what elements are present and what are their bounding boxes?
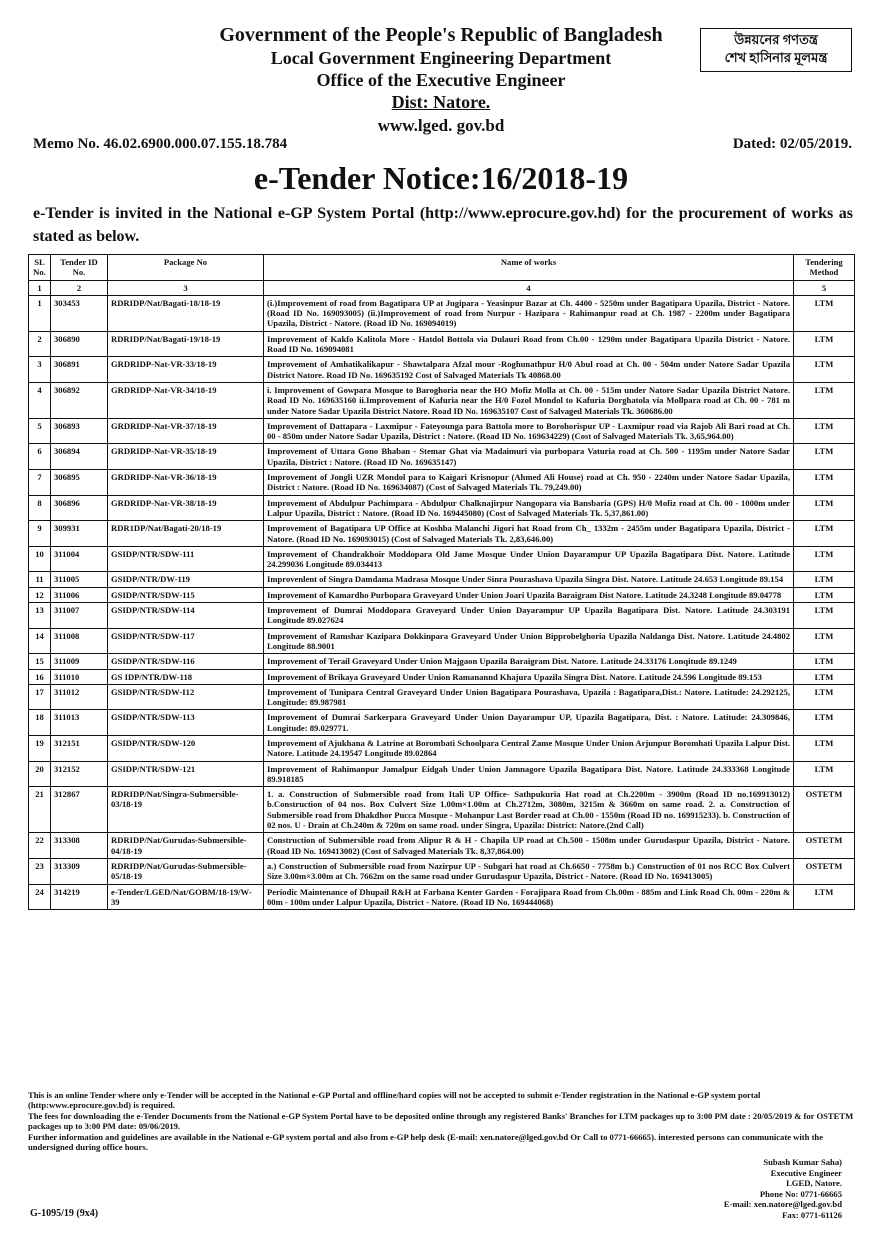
cell-sl: 15 bbox=[29, 654, 51, 669]
cell-sl: 7 bbox=[29, 470, 51, 496]
cell-tender-id: 306892 bbox=[51, 382, 108, 418]
table-row bbox=[29, 669, 855, 684]
cell-method: LTM bbox=[794, 357, 855, 383]
cell-sl: 14 bbox=[29, 628, 51, 654]
govt-title: Government of the People's Republic of Bangladesh bbox=[219, 24, 663, 46]
cell-package: RDRIDP/Nat/Bagati-19/18-19 bbox=[108, 331, 264, 357]
cell-method: LTM bbox=[794, 295, 855, 331]
signatory-office: LGED, Natore. bbox=[786, 1178, 842, 1189]
table-row bbox=[29, 546, 855, 572]
cell-method: LTM bbox=[794, 587, 855, 602]
slogan-box bbox=[700, 28, 852, 72]
note-fees: The fees for downloading the e-Tender Documents from the National e-GP System Portal have to be deposited online through any registered Banks' Branches for LTM packages up to 3:00 PM date : 20/05/2019 & for OSTETM packages up to 3:00 PM date: 09/06/2019. bbox=[28, 1110, 854, 1132]
cell-works: Improvement of Jongli UZR Mondol para to Kaigari Krisnopur (Ahmed Ali House) road at Ch. 950 - 2240m under Natore Sadar Upazila, District : Natore. (Road ID No. 169634087) (Cost of Salvaged Materials Tk. 79,249.00) bbox=[264, 470, 794, 496]
col-number: 3 bbox=[108, 280, 264, 295]
header-sl: SL No. bbox=[29, 255, 51, 281]
cell-sl: 3 bbox=[29, 357, 51, 383]
cell-method: LTM bbox=[794, 710, 855, 736]
table-row bbox=[29, 470, 855, 496]
cell-tender-id: 312152 bbox=[51, 761, 108, 787]
header-tender-id: Tender ID No. bbox=[51, 255, 108, 281]
col-number: 5 bbox=[794, 280, 855, 295]
header-method: Tendering Method bbox=[794, 255, 855, 281]
cell-method: LTM bbox=[794, 603, 855, 629]
cell-sl: 19 bbox=[29, 735, 51, 761]
cell-sl: 6 bbox=[29, 444, 51, 470]
table-row bbox=[29, 357, 855, 383]
table-row bbox=[29, 587, 855, 602]
cell-package: GRDRIDP-Nat-VR-38/18-19 bbox=[108, 495, 264, 521]
col-number: 1 bbox=[29, 280, 51, 295]
cell-works: Improvement of Amhatikalikapur - Shawtalpara Afzal mour -Roghunathpur H/0 Abul road at Ch. 00 - 504m under Natore Sadar Upazila District Natore. Road ID No. 169635192 Cost of Salvaged Materials Tk 40868.00 bbox=[264, 357, 794, 383]
cell-package: GSIDP/NTR/SDW-113 bbox=[108, 710, 264, 736]
signatory-name: Subash Kumar Saha) bbox=[763, 1157, 842, 1167]
slogan-line-2: শেখ হাসিনার মূলমন্ত্র bbox=[724, 50, 828, 65]
cell-tender-id: 311008 bbox=[51, 628, 108, 654]
cell-tender-id: 314219 bbox=[51, 884, 108, 910]
memo-number: Memo No. 46.02.6900.000.07.155.18.784 bbox=[33, 136, 288, 152]
cell-sl: 10 bbox=[29, 546, 51, 572]
cell-works: a.) Construction of Submersible road from Nazirpur UP - Subgari hat road at Ch.6650 - 7758m b.) Construction of 01 nos RCC Box Culvert Size 3.00m×3.00m at Ch. 7662m on the same road under Gurudaspur Upazila, District - Natore. (Road ID No. 169413005) bbox=[264, 858, 794, 884]
cell-works: Improvenlent of Singra Damdama Madrasa Mosque Under Sinra Pourashava Upazila Singra Dist. Natore. Latitude 24.653 Longitude 89.154 bbox=[264, 572, 794, 587]
cell-method: LTM bbox=[794, 470, 855, 496]
cell-works: Improvement of Uttara Gono Bhaban - Stemar Ghat via Madaimuri via purbopara Vaturia road at Ch. 500 - 1195m under Natore Sadar Upazila, District : Natore. (Road ID No. 169635147) bbox=[264, 444, 794, 470]
cell-works: Improvement of Ajukhana & Latrine at Borombati Schoolpara Central Zame Mosque Under Union Arjunpur Boromhati Upazila Lalpur Dist. Natore. Latitude 24.19547 Longitude 89.02864 bbox=[264, 735, 794, 761]
footer-notes bbox=[28, 1090, 854, 1152]
cell-package: RDRIDP/Nat/Singra-Submersible-03/18-19 bbox=[108, 787, 264, 833]
cell-package: GRDRIDP-Nat-VR-33/18-19 bbox=[108, 357, 264, 383]
cell-sl: 9 bbox=[29, 521, 51, 547]
cell-method: LTM bbox=[794, 684, 855, 710]
table-row bbox=[29, 858, 855, 884]
table-row bbox=[29, 331, 855, 357]
cell-sl: 23 bbox=[29, 858, 51, 884]
cell-works: Improvement of Rahimanpur Jamalpur Eidgah Under Union Jamnagore Upazila Bagatipara Dist. Natore. Latitude 24.333368 Longitude 89.918185 bbox=[264, 761, 794, 787]
cell-sl: 21 bbox=[29, 787, 51, 833]
cell-sl: 11 bbox=[29, 572, 51, 587]
col-number: 2 bbox=[51, 280, 108, 295]
table-row bbox=[29, 382, 855, 418]
table-row bbox=[29, 833, 855, 859]
cell-method: OSTETM bbox=[794, 787, 855, 833]
cell-sl: 22 bbox=[29, 833, 51, 859]
signatory-email: E-mail: xen.natore@lged.gov.bd bbox=[723, 1199, 842, 1210]
cell-method: OSTETM bbox=[794, 833, 855, 859]
signature-block bbox=[632, 1157, 842, 1221]
cell-tender-id: 311004 bbox=[51, 546, 108, 572]
cell-tender-id: 306896 bbox=[51, 495, 108, 521]
cell-method: LTM bbox=[794, 669, 855, 684]
table-row bbox=[29, 787, 855, 833]
table-row bbox=[29, 495, 855, 521]
cell-method: LTM bbox=[794, 546, 855, 572]
cell-works: Improvement of Tunipara Central Graveyard Under Union Bagatipara Pourashava, Upazila : Bagatipara,Dist.: Natore. Latitude: 24.292125, Longitude: 89.987981 bbox=[264, 684, 794, 710]
cell-package: RDR1DP/Nat/Bagati-20/18-19 bbox=[108, 521, 264, 547]
cell-package: GRDRIDP-Nat-VR-37/18-19 bbox=[108, 418, 264, 444]
cell-tender-id: 311010 bbox=[51, 669, 108, 684]
district-title: Dist: Natore. bbox=[391, 92, 491, 112]
note-online-tender: This is an online Tender where only e-Tender will be accepted in the National e-GP Portal and offline/hard copies will not be accepted to submit e-Tender registration in the National e-GP system portal (http:www.eprocure.gov.bd) is required. bbox=[28, 1090, 761, 1111]
cell-package: e-Tender/LGED/Nat/GOBM/18-19/W-39 bbox=[108, 884, 264, 910]
cell-tender-id: 311006 bbox=[51, 587, 108, 602]
cell-method: LTM bbox=[794, 572, 855, 587]
cell-tender-id: 313309 bbox=[51, 858, 108, 884]
cell-sl: 16 bbox=[29, 669, 51, 684]
cell-package: GS IDP/NTR/DW-118 bbox=[108, 669, 264, 684]
cell-tender-id: 311007 bbox=[51, 603, 108, 629]
slogan-line-1: উন্নয়নের গণতন্ত্র bbox=[734, 32, 818, 47]
cell-works: Improvement of Ramshar Kazipara Dokkinpara Graveyard Under Union Bipprobelghoria Upazila Naldanga Dist. Natore. Latitude 24.4802 Longitude 88.9001 bbox=[264, 628, 794, 654]
cell-package: GSIDP/NTR/SDW-120 bbox=[108, 735, 264, 761]
notice-title: e-Tender Notice:16/2018-19 bbox=[253, 160, 629, 196]
cell-tender-id: 306895 bbox=[51, 470, 108, 496]
notice-date: Dated: 02/05/2019. bbox=[732, 136, 852, 152]
cell-tender-id: 306893 bbox=[51, 418, 108, 444]
cell-tender-id: 312151 bbox=[51, 735, 108, 761]
cell-tender-id: 306894 bbox=[51, 444, 108, 470]
cell-works: Improvement of Terail Graveyard Under Union Majgaon Upazila Baraigram Dist. Natore. Latitude 24.33176 Lonqitude 89.1249 bbox=[264, 654, 794, 669]
cell-method: LTM bbox=[794, 521, 855, 547]
intro-paragraph: e-Tender is invited in the National e-GP System Portal (http://www.eprocure.gov.hd) for the procurement of works as stated as below. bbox=[33, 205, 853, 245]
table-row bbox=[29, 295, 855, 331]
header-package: Package No bbox=[108, 255, 264, 281]
table-row bbox=[29, 654, 855, 669]
cell-tender-id: 311009 bbox=[51, 654, 108, 669]
cell-sl: 4 bbox=[29, 382, 51, 418]
cell-package: RDRIDP/Nat/Gurudas-Submersible-04/18-19 bbox=[108, 833, 264, 859]
cell-package: GSIDP/NTR/SDW-114 bbox=[108, 603, 264, 629]
cell-sl: 17 bbox=[29, 684, 51, 710]
cell-package: GSIDP/NTR/SDW-111 bbox=[108, 546, 264, 572]
cell-works: Construction of Submersible road from Alipur R & H - Chapila UP road at Ch.500 - 1508m under Gurudaspur Upazila, District - Natore. (Road ID No. 169413002) (Cost of Salvaged Materials Tk. 8,37,864.00) bbox=[264, 833, 794, 859]
table-row bbox=[29, 735, 855, 761]
cell-sl: 24 bbox=[29, 884, 51, 910]
cell-sl: 8 bbox=[29, 495, 51, 521]
cell-package: GSIDP/NTR/DW-119 bbox=[108, 572, 264, 587]
cell-works: Improvement of Kamardho Purbopara Graveyard Under Union Joari Upazila Baraigram Dist Natore. Latitude 24.3248 Longitude 89.04778 bbox=[264, 587, 794, 602]
cell-works: Improvement of Dattapara - Laxmipur - Fateyounga para Battola more to Borohorispur UP - Laxmipur road via Rajob Ali Bari road at Ch. 00 - 850m under Natore Sadar Upazila, District : Natore. (Road ID No. 169634229) (Cost of Salvaged Materials Tk. 3,65,964.00) bbox=[264, 418, 794, 444]
cell-works: Periodic Maintenance of Dhupail R&H at Farbana Kenter Garden - Forajipara Road from Ch.00m - 885m and Link Road Ch. 00m - 220m & 00m - 100m under Lalpur Upazila, District - Natore. (Road ID No. 169444068) bbox=[264, 884, 794, 910]
cell-package: GSIDP/NTR/SDW-I12 bbox=[108, 684, 264, 710]
cell-method: LTM bbox=[794, 331, 855, 357]
cell-sl: 13 bbox=[29, 603, 51, 629]
note-further-info: Further information and guidelines are available in the National e-GP system portal and also from e-GP help desk (E-mail: xen.natore@lged.gov.bd Or Call to 0771-66665). interested persons can communicate with the undersigned during office hours. bbox=[28, 1131, 824, 1153]
table-row bbox=[29, 603, 855, 629]
gazette-number: G-1095/19 (9x4) bbox=[30, 1208, 99, 1219]
cell-sl: 12 bbox=[29, 587, 51, 602]
cell-works: Improvement of Dumrai Sarkerpara Graveyard Under Union Dayarampur UP, Upazila Bagatipara, Dist. : Natore. Latitude: 24.309846, Longitude: 89.029771. bbox=[264, 710, 794, 736]
cell-package: GSIDP/NTR/SDW-116 bbox=[108, 654, 264, 669]
website: www.lged. gov.bd bbox=[377, 116, 505, 135]
table-row bbox=[29, 684, 855, 710]
office-title: Office of the Executive Engineer bbox=[316, 70, 566, 90]
cell-works: Improvement of Brikaya Graveyard Under Union Ramanannd Khajura Upazila Singra Dist. Natore. Latitude 24.596 Longitude 89.153 bbox=[264, 669, 794, 684]
cell-works: (i.)Improvement of road from Bagatipara UP at Jugipara - Yeasinpur Bazar at Ch. 4400 - 5250m under Bagatipara Upazila, District - Natore. (Road ID No. 169093005) (ii.)Improvement of road from Nurpur - Hazipara - Rahimanpur road at Ch. 1987 - 2200m under Bagatipara Upazila, District - Natore. (Road ID No. 169094019) bbox=[264, 295, 794, 331]
cell-method: OSTETM bbox=[794, 858, 855, 884]
table-header-row bbox=[29, 255, 855, 281]
department-title: Local Government Engineering Department bbox=[270, 48, 612, 68]
cell-sl: 1 bbox=[29, 295, 51, 331]
cell-tender-id: 312867 bbox=[51, 787, 108, 833]
table-row bbox=[29, 418, 855, 444]
cell-package: GSIDP/NTR/SDW-121 bbox=[108, 761, 264, 787]
cell-sl: 2 bbox=[29, 331, 51, 357]
cell-tender-id: 311005 bbox=[51, 572, 108, 587]
header-works: Name of works bbox=[264, 255, 794, 281]
table-column-number-row bbox=[29, 280, 855, 295]
cell-method: LTM bbox=[794, 495, 855, 521]
cell-works: Improvement of Dumrai Moddopara Graveyard Under Union Dayarampur UP Upazila Bagatipara Dist. Natore. Latitude 24.303191 Longitude 89.027624 bbox=[264, 603, 794, 629]
col-number: 4 bbox=[264, 280, 794, 295]
cell-method: LTM bbox=[794, 444, 855, 470]
cell-sl: 20 bbox=[29, 761, 51, 787]
table-row bbox=[29, 884, 855, 910]
signatory-designation: Executive Engineer bbox=[770, 1167, 842, 1178]
table-row bbox=[29, 761, 855, 787]
cell-sl: 5 bbox=[29, 418, 51, 444]
cell-method: LTM bbox=[794, 382, 855, 418]
cell-package: GSIDP/NTR/SDW-115 bbox=[108, 587, 264, 602]
cell-package: GRDRIDP-Nat-VR-34/18-19 bbox=[108, 382, 264, 418]
cell-package: GRDRIDP-Nat-VR-36/18-19 bbox=[108, 470, 264, 496]
table-row bbox=[29, 521, 855, 547]
cell-method: LTM bbox=[794, 418, 855, 444]
cell-tender-id: 303453 bbox=[51, 295, 108, 331]
cell-tender-id: 313308 bbox=[51, 833, 108, 859]
table-body bbox=[29, 295, 855, 909]
cell-tender-id: 306890 bbox=[51, 331, 108, 357]
cell-method: LTM bbox=[794, 735, 855, 761]
cell-method: LTM bbox=[794, 884, 855, 910]
cell-works: Improvement of Kakfo Kalitola More - Hatdol Bottola via Dulauri Road from Ch.00 - 1290m under Bagatipara Upazila District - Natore. Road ID No. 169094081 bbox=[264, 331, 794, 357]
signatory-fax: Fax: 0771-61126 bbox=[782, 1209, 842, 1220]
table-row bbox=[29, 444, 855, 470]
cell-works: 1. a. Construction of Submersible road from Itali UP Office- Sathpukuria Hat road at Ch.2200m - 3900m (Road ID no.169913012) b.Construction of 04 nos. Box Culvert Size 1.00m×1.00m at Ch.2712m, 3080m, 3215m & 3660m on same road. 2. a. Construction of Submersible road from Dhakdhor Pucca Mosque - Mohanpur Last Border road at Ch.00 - 1550m (Road ID no. 169915233). b. Construction of 02 nos. U - Drain at Ch.240m & 720m on same road. under Singra, Upazila: District: Natore.(2nd Call) bbox=[264, 787, 794, 833]
cell-works: i. Improvement of Gowpara Mosque to Baroghoria near the HO Mofiz Molla at Ch. 00 - 515m under Natore Sadar Upazila District Natore. Road ID No. 169635160 ii.Improvement of Kafuria near the H/0 Fozol Mondol to Kafuria Dorghatola via Mollpara road at Ch. 00 - 781 m under Natore Sadar Upazila District Natore. Road ID No. 169635107 Cost of Salvaged Materials Tk. 360686.00 bbox=[264, 382, 794, 418]
cell-works: Improvement of Abdulpur Pachimpara - Abdulpur Chalknajirpur Nangopara via Bansbaria (GPS) H/0 Mofiz road at Ch. 00 - 1000m under Lalpur Upazila, District : Natore. (Road ID No. 169445080) (Cost of Salvaged Materials Tk. 5,37,861.00) bbox=[264, 495, 794, 521]
cell-method: LTM bbox=[794, 654, 855, 669]
cell-method: LTM bbox=[794, 628, 855, 654]
cell-tender-id: 309931 bbox=[51, 521, 108, 547]
cell-works: Improvement of Bagatipara UP Office at Koshba Malanchi Jigori hat Road from Ch_ 1332m - 2455m under Bagatipara Upazila, District - Natore. (Road ID No. 169093015) (Cost of Salvaged Materials Tk. 2,83,646.00) bbox=[264, 521, 794, 547]
cell-sl: 18 bbox=[29, 710, 51, 736]
signatory-phone: Phone No: 0771-66665 bbox=[759, 1188, 842, 1199]
cell-tender-id: 306891 bbox=[51, 357, 108, 383]
cell-works: Improvement of Chandrakhoir Moddopara Old Jame Mosque Under Union Dayarampur UP Upazila Bagatipara Dist. Natore. Latitude 24.299036 Longitude 89.034413 bbox=[264, 546, 794, 572]
cell-tender-id: 311012 bbox=[51, 684, 108, 710]
cell-tender-id: 311013 bbox=[51, 710, 108, 736]
cell-package: RDRIDP/Nat/Bagati-18/18-19 bbox=[108, 295, 264, 331]
tender-table bbox=[28, 254, 855, 910]
cell-method: LTM bbox=[794, 761, 855, 787]
table-row bbox=[29, 710, 855, 736]
table-row bbox=[29, 572, 855, 587]
cell-package: RDRIDP/Nat/Gurudas-Submersible-05/18-19 bbox=[108, 858, 264, 884]
cell-package: GRDRIDP-Nat-VR-35/18-19 bbox=[108, 444, 264, 470]
table-row bbox=[29, 628, 855, 654]
cell-package: GSIDP/NTR/SDW-117 bbox=[108, 628, 264, 654]
